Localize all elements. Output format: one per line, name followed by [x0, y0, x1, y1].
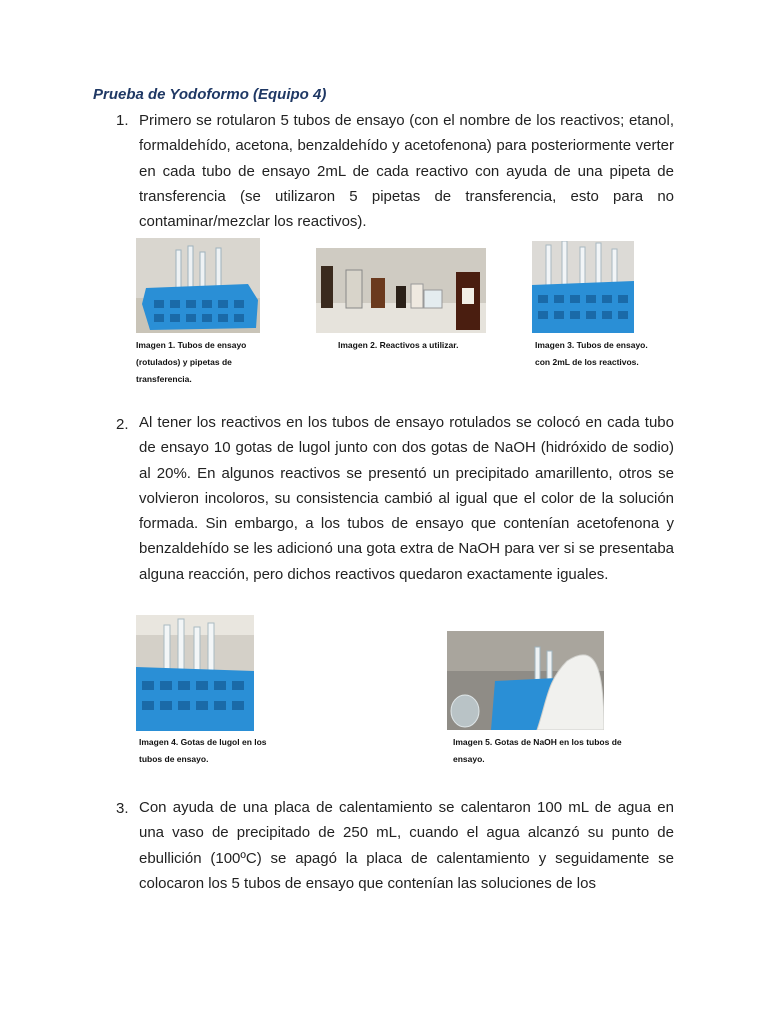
section-title: Prueba de Yodoformo (Equipo 4) — [93, 86, 327, 103]
step-3-number: 3. — [116, 800, 129, 817]
image-3-test-tubes-photo — [532, 241, 634, 333]
caption-image-5: Imagen 5. Gotas de NaOH en los tubos de ensayo. — [453, 737, 622, 764]
step-1-number: 1. — [116, 112, 129, 129]
image-5-naoh-drops-photo — [447, 631, 604, 730]
image-4-lugol-drops-photo — [136, 615, 254, 731]
step-3-text: Con ayuda de una placa de calentamiento se calentaron 100 mL de agua en una vaso de precipitado de 250 mL, cuando el agua alcanzó su punto de ebullición (100ºC) se apagó la placa de calentamiento y seguidamente se colocaron los 5 tubos de ensayo que contenían las soluciones de los — [139, 799, 674, 892]
step-2-text: Al tener los reactivos en los tubos de ensayo rotulados se colocó en cada tubo de ensayo 10 gotas de lugol junto con dos gotas de NaOH (hidróxido de sodio) al 20%. En algunos reactivos se presentó un precipitado amarillento, otros se volvieron incoloros, su consistencia cambió al igual que el color de la solución formada. Sin embargo, a los tubos de ensayo que contenían acetofenona y benzaldehído se les adicionó una gota extra de NaOH para ver si se presentaba alguna reacción, pero dichos reactivos quedaron exactamente iguales. — [139, 414, 674, 583]
image-2-reagents-photo — [316, 248, 486, 333]
image-1-test-tubes-photo — [136, 238, 260, 333]
caption-image-4: Imagen 4. Gotas de lugol en los tubos de ensayo. — [139, 737, 267, 764]
caption-image-1: Imagen 1. Tubos de ensayo (rotulados) y pipetas de transferencia. — [136, 340, 247, 384]
caption-image-3: Imagen 3. Tubos de ensayo. con 2mL de los reactivos. — [535, 340, 648, 367]
caption-image-2: Imagen 2. Reactivos a utilizar. — [338, 340, 459, 350]
step-1-text: Primero se rotularon 5 tubos de ensayo (con el nombre de los reactivos; etanol, formaldehído, acetona, benzaldehído y acetofenona) para posteriormente verter en cada tubo de ensayo 2mL de cada reactivo con ayuda de una pipeta de transferencia (se utilizaron 5 pipetas de transferencia, esto para no contaminar/mezclar los reactivos). — [139, 112, 674, 231]
step-2-number: 2. — [116, 416, 129, 433]
